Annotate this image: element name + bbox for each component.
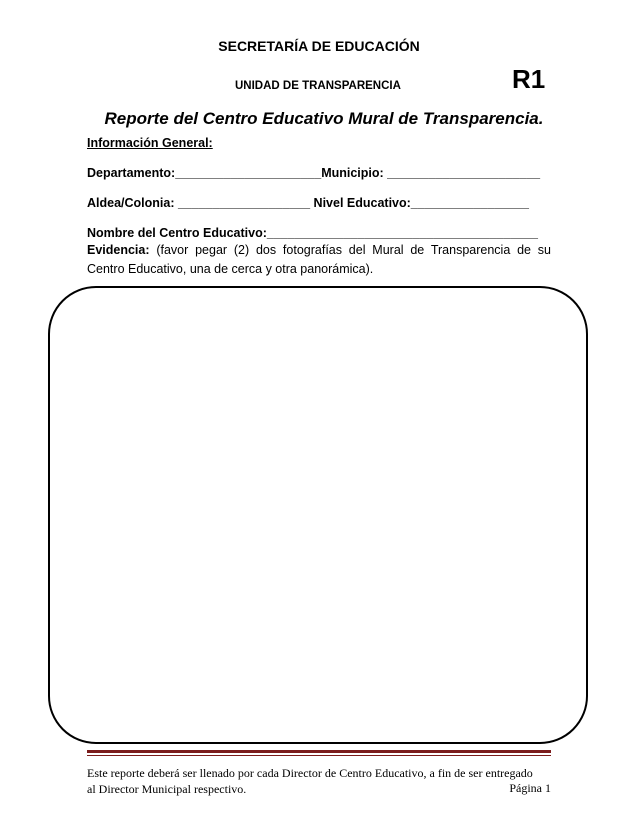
village-level-line: Aldea/Colonia: ___________________ Nivel Educativo:_________________ xyxy=(87,196,529,210)
evidence-instructions xyxy=(87,241,551,279)
footer-rule xyxy=(87,750,551,753)
general-info-heading: Información General: xyxy=(87,136,213,150)
evidence-label: Evidencia: xyxy=(87,243,150,257)
report-title: Reporte del Centro Educativo Mural de Transparencia. xyxy=(104,109,544,128)
footer-note xyxy=(87,765,551,797)
unit-name: UNIDAD DE TRANSPARENCIA xyxy=(235,80,401,92)
school-name-line: Nombre del Centro Educativo:_______________________________________ xyxy=(87,226,539,240)
form-code: R1 xyxy=(512,64,546,94)
evidence-text: (favor pegar (2) dos fotografías del Mural de Transparencia de su Centro Educativo, una de cerca y otra panorámica). xyxy=(87,243,551,276)
footer-note-line1: Este reporte deberá ser llenado por cada Director de Centro Educativo, a fin de ser entregado xyxy=(87,766,533,780)
department-municipality-line: Departamento:_____________________Municipio: ______________________ xyxy=(87,166,541,180)
page-number: Página 1 xyxy=(509,781,551,795)
photo-frame xyxy=(48,286,588,744)
footer-note-line2: al Director Municipal respectivo. xyxy=(87,782,247,796)
footer-rule-thin xyxy=(87,755,551,756)
secretariat-title: SECRETARÍA DE EDUCACIÓN xyxy=(218,38,420,54)
